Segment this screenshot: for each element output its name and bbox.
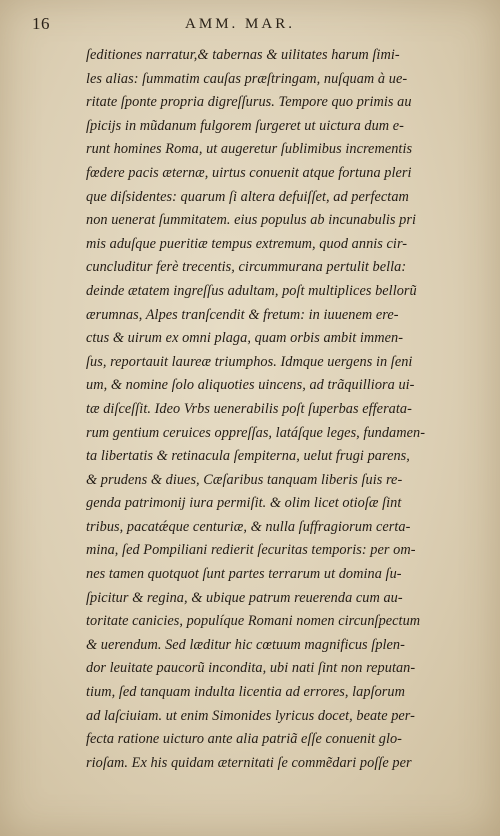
- text-line: fœdere pacis æternæ, uirtus conuenit atque fortuna pleri: [86, 164, 412, 181]
- text-line: genda patrimonij iura permiſit. & olim licet otioſæ ſint: [86, 495, 402, 512]
- text-line: tium, ſed tanquam indulta licentia ad errores, lapſorum: [86, 684, 405, 701]
- running-title: AMM. MAR.: [185, 16, 295, 32]
- text-line: rioſam. Ex his quidam æternitati ſe commẽdari poſſe per: [86, 754, 412, 771]
- text-line: dor leuitate paucorũ incondita, ubi nati ſint non reputan-: [86, 660, 416, 677]
- text-line: que diſsidentes: quarum ſi altera defuiſſet, ad perfectam: [86, 188, 409, 205]
- text-line: ta libertatis & retinacula ſempiterna, uelut frugi parens,: [86, 448, 410, 465]
- running-head: [30, 14, 450, 40]
- text-line: ærumnas, Alpes tranſcendit & fretum: in iuuenem ere-: [86, 306, 399, 323]
- text-line: mina, ſed Pompiliani redierit ſecuritas temporis: per om-: [86, 542, 416, 559]
- text-line: deinde ætatem ingreſſus adultam, poſt multiplices bellorũ: [86, 282, 417, 299]
- text-line: rum gentium ceruices oppreſſas, latáſque leges, fundamen-: [86, 424, 426, 441]
- text-line: nes tamen quotquot ſunt partes terrarum ut domina ſu-: [86, 566, 402, 583]
- text-line: mis aduſque pueritiæ tempus extremum, quod annis cir-: [86, 235, 408, 252]
- text-line: ſpicitur & regina, & ubique patrum reuerenda cum au-: [86, 589, 403, 606]
- text-line: ſus, reportauit laureæ triumphos. Idmque uergens in ſeni: [86, 353, 413, 370]
- text-line: non uenerat ſummitatem. eius populus ab incunabulis pri: [86, 212, 416, 229]
- text-line: ſeditiones narratur,& tabernas & uilitates harum ſimi-: [86, 47, 400, 63]
- text-line: fecta ratione uicturo ante alia patriã eſſe conuenit glo-: [86, 731, 402, 748]
- text-line: ad laſciuiam. ut enim Simonides lyricus docet, beate per-: [86, 707, 415, 724]
- body-text: [86, 44, 476, 775]
- text-line: tæ diſceſſit. Ideo Vrbs uenerabilis poſt ſuperbas efferata-: [86, 400, 412, 417]
- text-line: cuncluditur ferè trecentis, circummurana pertulit bella:: [86, 259, 407, 276]
- text-line: & uerendum. Sed læditur hic cœtuum magnificus ſplen-: [86, 636, 405, 653]
- text-line: & prudens & diues, Cæſaribus tanquam liberis ſuis re-: [86, 471, 403, 488]
- text-line: um, & nomine ſolo aliquoties uincens, ad trãquilliora ui-: [86, 377, 415, 394]
- text-line: runt homines Roma, ut augeretur ſublimibus incrementis: [86, 141, 413, 158]
- text-line: ctus & uirum ex omni plaga, quam orbis ambit immen-: [86, 330, 404, 347]
- text-line: tribus, pacatǽque centuriæ, & nulla ſuffragiorum certa-: [86, 518, 411, 535]
- text-line: toritate canicies, populíque Romani nomen circunſpectum: [86, 613, 421, 630]
- text-line: les alias: ſummatim cauſas præſtringam, nuſquam à ue-: [86, 70, 408, 87]
- text-line: ritate ſponte propria digreſſurus. Tempore quo primis au: [86, 94, 412, 111]
- text-line: ſpicijs in mũdanum fulgorem ſurgeret ut uictura dum e-: [86, 117, 404, 134]
- page-number: 16: [32, 14, 50, 33]
